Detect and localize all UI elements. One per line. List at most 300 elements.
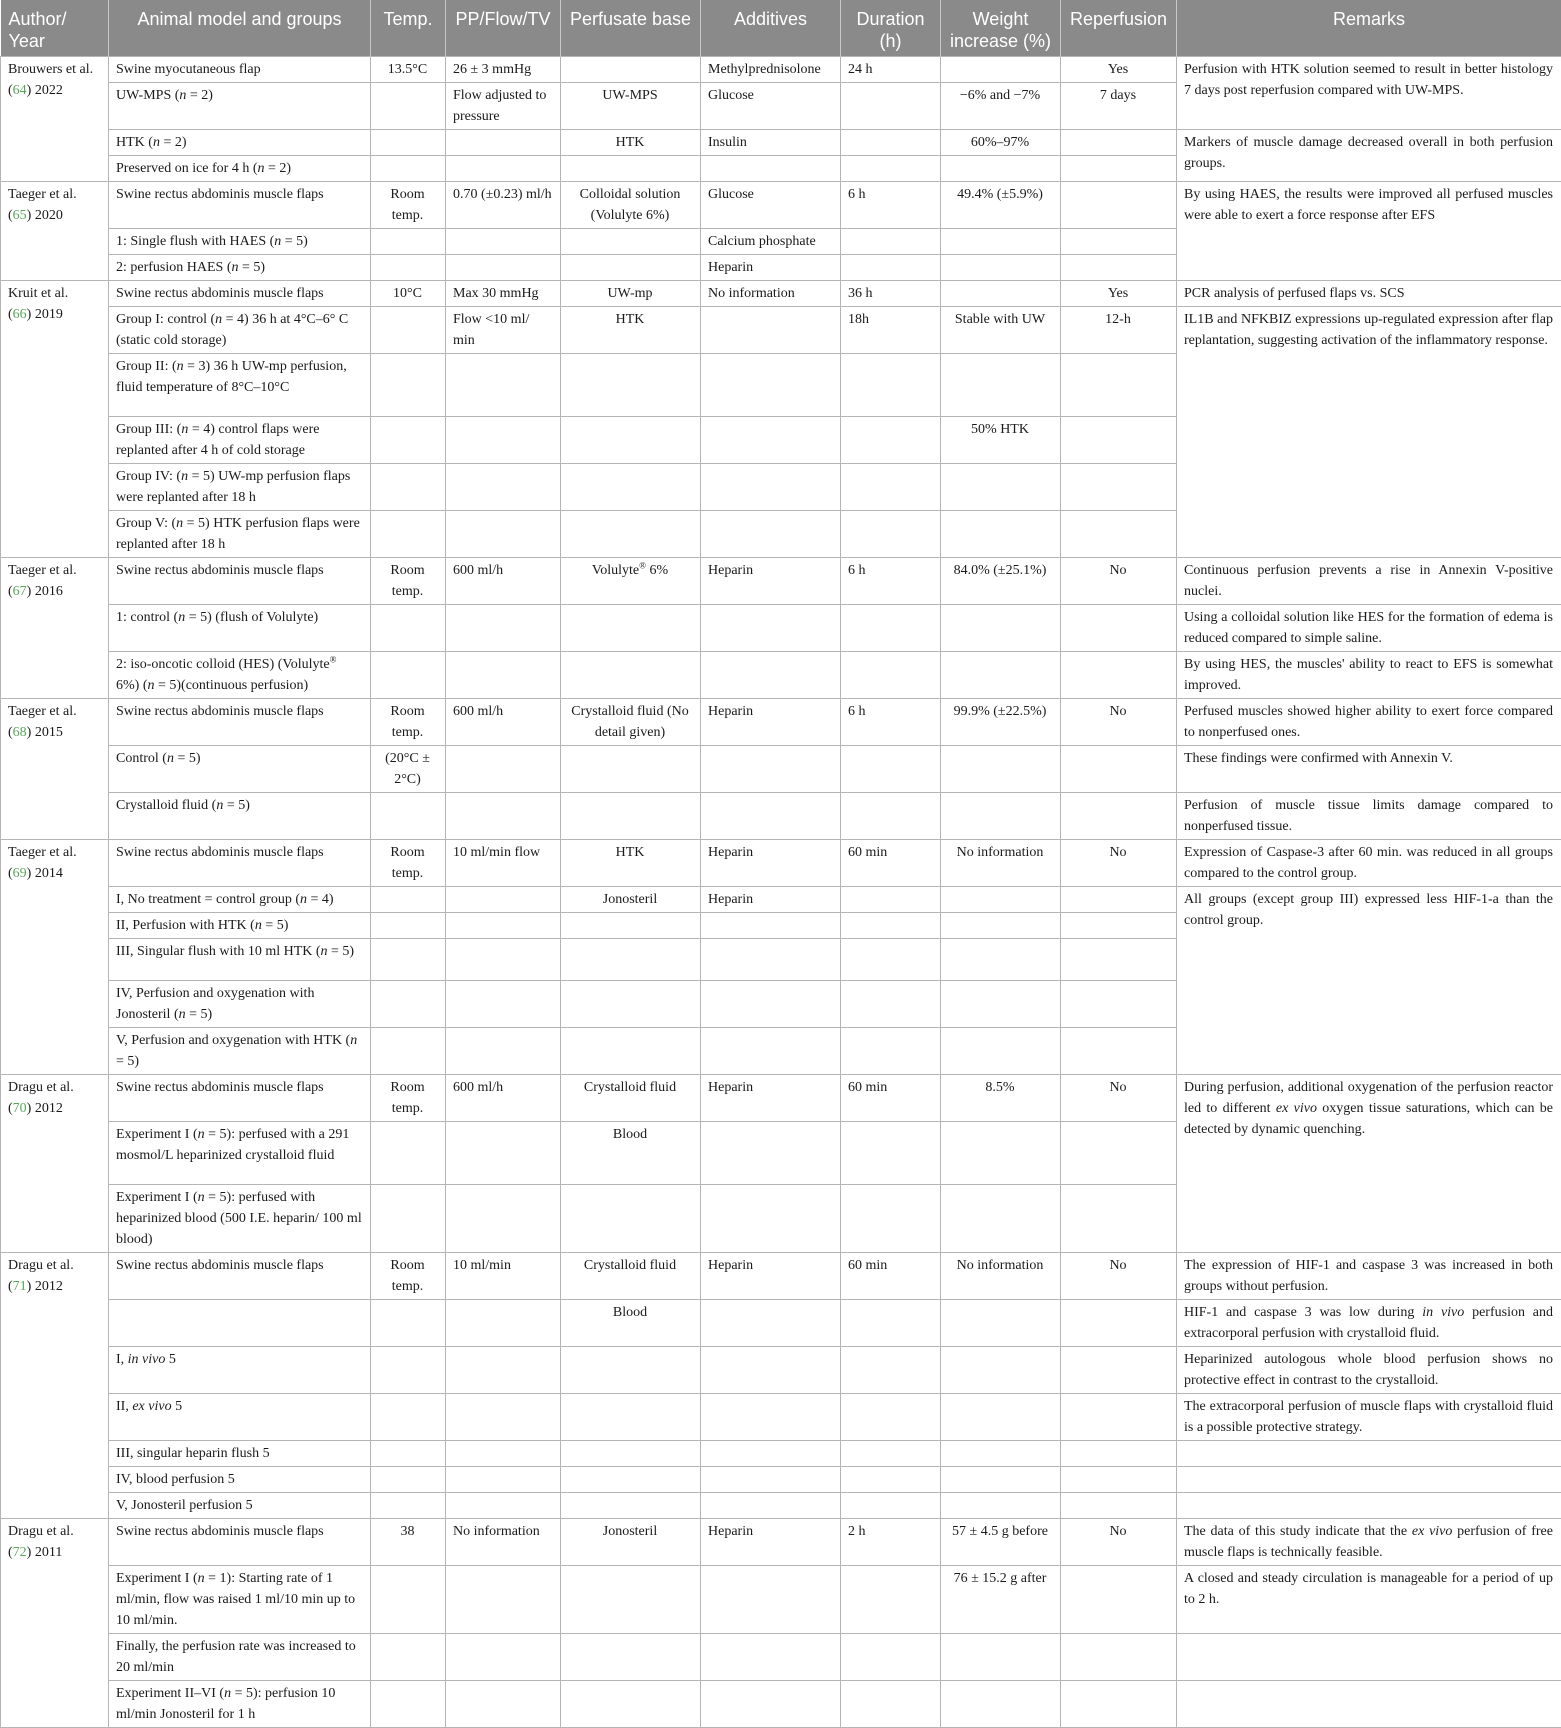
duration-cell <box>841 229 941 255</box>
weight-cell: No information <box>941 1253 1061 1300</box>
perfusate-cell <box>561 1185 701 1253</box>
year: 2011 <box>35 1545 62 1560</box>
duration-cell <box>841 464 941 511</box>
flow-cell <box>446 354 561 417</box>
perfusate-cell <box>561 511 701 558</box>
perfusate-cell <box>561 746 701 793</box>
weight-cell <box>941 354 1061 417</box>
perfusate-cell <box>561 1681 701 1728</box>
author-year-cell: Taeger et al. (67) 2016 <box>1 558 109 699</box>
table-row <box>1 1394 1561 1441</box>
author-name: Kruit et al. <box>8 286 68 301</box>
weight-cell: 99.9% (±22.5%) <box>941 699 1061 746</box>
reperfusion-cell <box>1061 981 1177 1028</box>
duration-cell <box>841 1441 941 1467</box>
animal-model-cell: Swine rectus abdominis muscle flaps <box>109 558 371 605</box>
author-year-cell: Brouwers et al. (64) 2022 <box>1 57 109 182</box>
weight-cell <box>941 1185 1061 1253</box>
reperfusion-cell: No <box>1061 558 1177 605</box>
duration-cell: 18h <box>841 307 941 354</box>
duration-cell <box>841 793 941 840</box>
flow-cell <box>446 464 561 511</box>
header-remarks: Remarks <box>1177 0 1561 57</box>
duration-cell: 36 h <box>841 281 941 307</box>
perfusate-cell: Jonosteril <box>561 887 701 913</box>
additives-cell: Glucose <box>701 182 841 229</box>
flow-cell <box>446 1347 561 1394</box>
perfusate-cell <box>561 605 701 652</box>
duration-cell <box>841 981 941 1028</box>
perfusate-cell <box>561 1467 701 1493</box>
animal-model-cell: Swine rectus abdominis muscle flaps <box>109 182 371 229</box>
table-row <box>1 1441 1561 1467</box>
reperfusion-cell <box>1061 1493 1177 1519</box>
temp-cell: 13.5°C <box>371 57 446 83</box>
additives-cell <box>701 1566 841 1634</box>
temp-cell <box>371 652 446 699</box>
weight-cell: −6% and −7% <box>941 83 1061 130</box>
weight-cell <box>941 255 1061 281</box>
animal-model-cell: Group III: (n = 4) control flaps were replanted after 4 h of cold storage <box>109 417 371 464</box>
additives-cell <box>701 1441 841 1467</box>
temp-cell <box>371 130 446 156</box>
reperfusion-cell: 7 days <box>1061 83 1177 130</box>
temp-cell <box>371 981 446 1028</box>
additives-cell <box>701 939 841 981</box>
temp-cell: 38 <box>371 1519 446 1566</box>
temp-cell <box>371 156 446 182</box>
flow-cell <box>446 511 561 558</box>
reference-link[interactable]: 64 <box>13 83 27 98</box>
reperfusion-cell <box>1061 913 1177 939</box>
weight-cell <box>941 281 1061 307</box>
temp-cell <box>371 887 446 913</box>
remarks-cell: Using a colloidal solution like HES for the formation of edema is reduced compared to simple saline. <box>1177 605 1561 652</box>
remarks-cell: HIF-1 and caspase 3 was low during in vivo perfusion and extracorporal perfusion with crystalloid fluid. <box>1177 1300 1561 1347</box>
remarks-cell: Perfused muscles showed higher ability to exert force compared to nonperfused ones. <box>1177 699 1561 746</box>
additives-cell: Insulin <box>701 130 841 156</box>
additives-cell <box>701 652 841 699</box>
perfusate-cell: HTK <box>561 840 701 887</box>
animal-model-cell: Group V: (n = 5) HTK perfusion flaps were replanted after 18 h <box>109 511 371 558</box>
temp-cell <box>371 793 446 840</box>
author-name: Brouwers et al. <box>8 62 93 77</box>
reperfusion-cell: Yes <box>1061 281 1177 307</box>
duration-cell: 24 h <box>841 57 941 83</box>
remarks-cell <box>1177 1493 1561 1519</box>
perfusate-cell <box>561 981 701 1028</box>
table-row <box>1 605 1561 652</box>
animal-model-cell: Swine rectus abdominis muscle flaps <box>109 1075 371 1122</box>
temp-cell: Room temp. <box>371 1253 446 1300</box>
animal-model-cell: Swine rectus abdominis muscle flaps <box>109 281 371 307</box>
animal-model-cell: 1: control (n = 5) (flush of Volulyte) <box>109 605 371 652</box>
year: 2022 <box>35 83 63 98</box>
additives-cell <box>701 156 841 182</box>
reperfusion-cell <box>1061 1300 1177 1347</box>
table-row <box>1 1519 1561 1566</box>
weight-cell <box>941 57 1061 83</box>
additives-cell <box>701 981 841 1028</box>
flow-cell: 10 ml/min flow <box>446 840 561 887</box>
animal-model-cell <box>109 1300 371 1347</box>
weight-cell <box>941 887 1061 913</box>
perfusate-cell <box>561 1441 701 1467</box>
table-row <box>1 1253 1561 1300</box>
additives-cell <box>701 1467 841 1493</box>
weight-cell <box>941 981 1061 1028</box>
weight-cell: 49.4% (±5.9%) <box>941 182 1061 229</box>
year: 2016 <box>35 584 63 599</box>
additives-cell <box>701 1347 841 1394</box>
reperfusion-cell <box>1061 1185 1177 1253</box>
author-year-cell: Taeger et al. (65) 2020 <box>1 182 109 281</box>
header-duration: Duration (h) <box>841 0 941 57</box>
additives-cell <box>701 1681 841 1728</box>
temp-cell: Room temp. <box>371 1075 446 1122</box>
animal-model-cell: Experiment I (n = 1): Starting rate of 1 ml/min, flow was raised 1 ml/10 min up to 10 ml/min. <box>109 1566 371 1634</box>
perfusate-cell <box>561 652 701 699</box>
additives-cell <box>701 605 841 652</box>
temp-cell <box>371 939 446 981</box>
additives-cell <box>701 464 841 511</box>
animal-model-cell: I, in vivo 5 <box>109 1347 371 1394</box>
weight-cell <box>941 1028 1061 1075</box>
perfusate-cell <box>561 229 701 255</box>
table-row <box>1 1681 1561 1728</box>
table-row <box>1 699 1561 746</box>
flow-cell <box>446 1300 561 1347</box>
flow-cell: 600 ml/h <box>446 699 561 746</box>
animal-model-cell: Experiment I (n = 5): perfused with heparinized blood (500 I.E. heparin/ 100 ml blood) <box>109 1185 371 1253</box>
remarks-cell <box>1177 1634 1561 1681</box>
table-row <box>1 746 1561 793</box>
temp-cell <box>371 83 446 130</box>
flow-cell: 600 ml/h <box>446 558 561 605</box>
additives-cell <box>701 1394 841 1441</box>
animal-model-cell: III, singular heparin flush 5 <box>109 1441 371 1467</box>
remarks-cell: During perfusion, additional oxygenation of the perfusion reactor led to different ex vivo oxygen tissue saturations, which can be detected by dynamic quenching. <box>1177 1075 1561 1253</box>
perfusate-cell: Crystalloid fluid (No detail given) <box>561 699 701 746</box>
reperfusion-cell <box>1061 464 1177 511</box>
perfusate-cell <box>561 1394 701 1441</box>
weight-cell: 76 ± 15.2 g after <box>941 1566 1061 1634</box>
perfusate-cell: Blood <box>561 1300 701 1347</box>
table-row <box>1 307 1561 354</box>
flow-cell <box>446 746 561 793</box>
additives-cell: Heparin <box>701 1075 841 1122</box>
flow-cell <box>446 887 561 913</box>
flow-cell <box>446 1634 561 1681</box>
additives-cell <box>701 1185 841 1253</box>
additives-cell: Heparin <box>701 1253 841 1300</box>
reperfusion-cell <box>1061 182 1177 229</box>
flow-cell <box>446 652 561 699</box>
reperfusion-cell <box>1061 939 1177 981</box>
table-row <box>1 57 1561 83</box>
weight-cell: Stable with UW <box>941 307 1061 354</box>
duration-cell <box>841 83 941 130</box>
reperfusion-cell <box>1061 793 1177 840</box>
flow-cell <box>446 1681 561 1728</box>
flow-cell <box>446 1566 561 1634</box>
author-name: Taeger et al. <box>8 187 77 202</box>
duration-cell <box>841 511 941 558</box>
remarks-cell: Perfusion of muscle tissue limits damage compared to nonperfused tissue. <box>1177 793 1561 840</box>
reperfusion-cell <box>1061 1394 1177 1441</box>
flow-cell <box>446 913 561 939</box>
author-year-cell: Taeger et al. (69) 2014 <box>1 840 109 1075</box>
animal-model-cell: 2: iso-oncotic colloid (HES) (Volulyte® 6%) (n = 5)(continuous perfusion) <box>109 652 371 699</box>
animal-model-cell: IV, Perfusion and oxygenation with Jonosteril (n = 5) <box>109 981 371 1028</box>
duration-cell <box>841 746 941 793</box>
flow-cell <box>446 1394 561 1441</box>
additives-cell: Heparin <box>701 699 841 746</box>
animal-model-cell: IV, blood perfusion 5 <box>109 1467 371 1493</box>
reperfusion-cell: No <box>1061 1519 1177 1566</box>
weight-cell <box>941 511 1061 558</box>
perfusate-cell <box>561 464 701 511</box>
additives-cell <box>701 354 841 417</box>
year: 2014 <box>35 866 63 881</box>
additives-cell <box>701 1122 841 1185</box>
header-row <box>1 0 1561 57</box>
weight-cell <box>941 605 1061 652</box>
animal-model-cell: V, Jonosteril perfusion 5 <box>109 1493 371 1519</box>
reperfusion-cell: 12-h <box>1061 307 1177 354</box>
duration-cell <box>841 156 941 182</box>
perfusate-cell <box>561 1347 701 1394</box>
remarks-cell: PCR analysis of perfused flaps vs. SCS <box>1177 281 1561 307</box>
weight-cell: 84.0% (±25.1%) <box>941 558 1061 605</box>
flow-cell: 10 ml/min <box>446 1253 561 1300</box>
author-year-cell: Dragu et al. (71) 2012 <box>1 1253 109 1519</box>
header-reperfusion: Reperfusion <box>1061 0 1177 57</box>
reperfusion-cell <box>1061 1566 1177 1634</box>
flow-cell <box>446 605 561 652</box>
additives-cell <box>701 417 841 464</box>
remarks-cell: A closed and steady circulation is manageable for a period of up to 2 h. <box>1177 1566 1561 1634</box>
year: 2012 <box>35 1279 63 1294</box>
perfusate-cell <box>561 417 701 464</box>
flow-cell: Max 30 mmHg <box>446 281 561 307</box>
flow-cell: 600 ml/h <box>446 1075 561 1122</box>
flow-cell <box>446 793 561 840</box>
remarks-cell: Markers of muscle damage decreased overall in both perfusion groups. <box>1177 130 1561 182</box>
duration-cell <box>841 1028 941 1075</box>
weight-cell <box>941 1347 1061 1394</box>
duration-cell <box>841 1122 941 1185</box>
duration-cell <box>841 605 941 652</box>
perfusate-cell: Jonosteril <box>561 1519 701 1566</box>
perfusate-cell: Blood <box>561 1122 701 1185</box>
author-name: Dragu et al. <box>8 1258 74 1273</box>
flow-cell <box>446 229 561 255</box>
weight-cell <box>941 464 1061 511</box>
reperfusion-cell <box>1061 255 1177 281</box>
author-year-cell: Dragu et al. (70) 2012 <box>1 1075 109 1253</box>
duration-cell: 60 min <box>841 1253 941 1300</box>
animal-model-cell: Control (n = 5) <box>109 746 371 793</box>
author-name: Taeger et al. <box>8 704 77 719</box>
duration-cell <box>841 887 941 913</box>
weight-cell <box>941 793 1061 840</box>
reference-link[interactable]: 72 <box>13 1545 27 1560</box>
additives-cell <box>701 1634 841 1681</box>
additives-cell <box>701 1493 841 1519</box>
duration-cell <box>841 939 941 981</box>
duration-cell <box>841 1634 941 1681</box>
temp-cell <box>371 1566 446 1634</box>
weight-cell <box>941 652 1061 699</box>
remarks-cell: By using HES, the muscles' ability to react to EFS is somewhat improved. <box>1177 652 1561 699</box>
reference-link[interactable]: 68 <box>13 725 27 740</box>
temp-cell <box>371 1634 446 1681</box>
perfusate-cell: Crystalloid fluid <box>561 1253 701 1300</box>
table-row <box>1 1493 1561 1519</box>
flow-cell <box>446 255 561 281</box>
flow-cell: Flow <10 ml/ min <box>446 307 561 354</box>
remarks-cell: The expression of HIF-1 and caspase 3 was increased in both groups without perfusion. <box>1177 1253 1561 1300</box>
author-name: Dragu et al. <box>8 1080 74 1095</box>
reperfusion-cell: Yes <box>1061 57 1177 83</box>
remarks-cell: IL1B and NFKBIZ expressions up-regulated expression after flap replantation, suggesting activation of the inflammatory response. <box>1177 307 1561 558</box>
header-author-year: Author/ Year <box>1 0 109 57</box>
table-row <box>1 558 1561 605</box>
duration-cell <box>841 130 941 156</box>
reperfusion-cell <box>1061 746 1177 793</box>
reference-link[interactable]: 69 <box>13 866 27 881</box>
year: 2015 <box>35 725 63 740</box>
additives-cell: Heparin <box>701 887 841 913</box>
duration-cell <box>841 1347 941 1394</box>
duration-cell <box>841 913 941 939</box>
header-additives: Additives <box>701 0 841 57</box>
flow-cell <box>446 981 561 1028</box>
header-pp-flow-tv: PP/Flow/TV <box>446 0 561 57</box>
perfusate-cell <box>561 913 701 939</box>
temp-cell <box>371 1681 446 1728</box>
temp-cell: 10°C <box>371 281 446 307</box>
table-row <box>1 840 1561 887</box>
animal-model-cell: Finally, the perfusion rate was increased to 20 ml/min <box>109 1634 371 1681</box>
additives-cell <box>701 511 841 558</box>
reference-link[interactable]: 67 <box>13 584 27 599</box>
remarks-cell: All groups (except group III) expressed less HIF-1-a than the control group. <box>1177 887 1561 1075</box>
author-name: Dragu et al. <box>8 1524 74 1539</box>
flow-cell <box>446 1467 561 1493</box>
perfusate-cell <box>561 1566 701 1634</box>
temp-cell <box>371 354 446 417</box>
reperfusion-cell <box>1061 511 1177 558</box>
flow-cell <box>446 1441 561 1467</box>
additives-cell <box>701 746 841 793</box>
animal-model-cell: 2: perfusion HAES (n = 5) <box>109 255 371 281</box>
flow-cell: No information <box>446 1519 561 1566</box>
perfusate-cell: HTK <box>561 307 701 354</box>
temp-cell: Room temp. <box>371 699 446 746</box>
duration-cell <box>841 417 941 464</box>
temp-cell <box>371 1347 446 1394</box>
temp-cell <box>371 1185 446 1253</box>
temp-cell: (20°C ± 2°C) <box>371 746 446 793</box>
year: 2012 <box>35 1101 63 1116</box>
additives-cell: Heparin <box>701 1519 841 1566</box>
header-temp: Temp. <box>371 0 446 57</box>
table-row <box>1 130 1561 156</box>
weight-cell <box>941 1634 1061 1681</box>
temp-cell <box>371 511 446 558</box>
temp-cell <box>371 1467 446 1493</box>
reperfusion-cell <box>1061 1634 1177 1681</box>
remarks-cell: The data of this study indicate that the ex vivo perfusion of free muscle flaps is technically feasible. <box>1177 1519 1561 1566</box>
temp-cell <box>371 417 446 464</box>
perfusate-cell <box>561 939 701 981</box>
temp-cell <box>371 1394 446 1441</box>
temp-cell: Room temp. <box>371 182 446 229</box>
perfusate-cell: Volulyte® 6% <box>561 558 701 605</box>
weight-cell <box>941 156 1061 182</box>
table-body <box>1 57 1561 1728</box>
perfusate-cell <box>561 1634 701 1681</box>
remarks-cell <box>1177 1681 1561 1728</box>
weight-cell <box>941 939 1061 981</box>
year: 2020 <box>35 208 63 223</box>
weight-cell: 50% HTK <box>941 417 1061 464</box>
animal-model-cell: Swine rectus abdominis muscle flaps <box>109 1253 371 1300</box>
temp-cell <box>371 1028 446 1075</box>
table-row <box>1 1566 1561 1634</box>
animal-model-cell: V, Perfusion and oxygenation with HTK (n = 5) <box>109 1028 371 1075</box>
perfusate-cell: UW-mp <box>561 281 701 307</box>
table-row <box>1 1075 1561 1122</box>
table-row <box>1 1300 1561 1347</box>
perfusate-cell <box>561 255 701 281</box>
author-year-cell: Taeger et al. (68) 2015 <box>1 699 109 840</box>
perfusate-cell <box>561 57 701 83</box>
duration-cell <box>841 1185 941 1253</box>
reperfusion-cell: No <box>1061 840 1177 887</box>
reperfusion-cell <box>1061 1122 1177 1185</box>
reference-link[interactable]: 70 <box>13 1101 27 1116</box>
animal-model-cell: Group IV: (n = 5) UW-mp perfusion flaps were replanted after 18 h <box>109 464 371 511</box>
additives-cell: Heparin <box>701 840 841 887</box>
reference-link[interactable]: 71 <box>13 1279 27 1294</box>
additives-cell: No information <box>701 281 841 307</box>
reperfusion-cell <box>1061 417 1177 464</box>
reference-link[interactable]: 66 <box>13 307 27 322</box>
flow-cell <box>446 1122 561 1185</box>
animal-model-cell: Swine rectus abdominis muscle flaps <box>109 840 371 887</box>
perfusate-cell: HTK <box>561 130 701 156</box>
remarks-cell: Expression of Caspase-3 after 60 min. was reduced in all groups compared to the control group. <box>1177 840 1561 887</box>
table-row <box>1 182 1561 229</box>
animal-model-cell: Group II: (n = 3) 36 h UW-mp perfusion, fluid temperature of 8°C–10°C <box>109 354 371 417</box>
reperfusion-cell: No <box>1061 1075 1177 1122</box>
animal-model-cell: III, Singular flush with 10 ml HTK (n = 5) <box>109 939 371 981</box>
animal-model-cell: II, Perfusion with HTK (n = 5) <box>109 913 371 939</box>
perfusate-cell: Colloidal solution (Volulyte 6%) <box>561 182 701 229</box>
weight-cell <box>941 913 1061 939</box>
temp-cell: Room temp. <box>371 558 446 605</box>
animal-model-cell: Crystalloid fluid (n = 5) <box>109 793 371 840</box>
table-row <box>1 652 1561 699</box>
duration-cell <box>841 255 941 281</box>
additives-cell <box>701 913 841 939</box>
temp-cell <box>371 307 446 354</box>
temp-cell <box>371 1300 446 1347</box>
reference-link[interactable]: 65 <box>13 208 27 223</box>
